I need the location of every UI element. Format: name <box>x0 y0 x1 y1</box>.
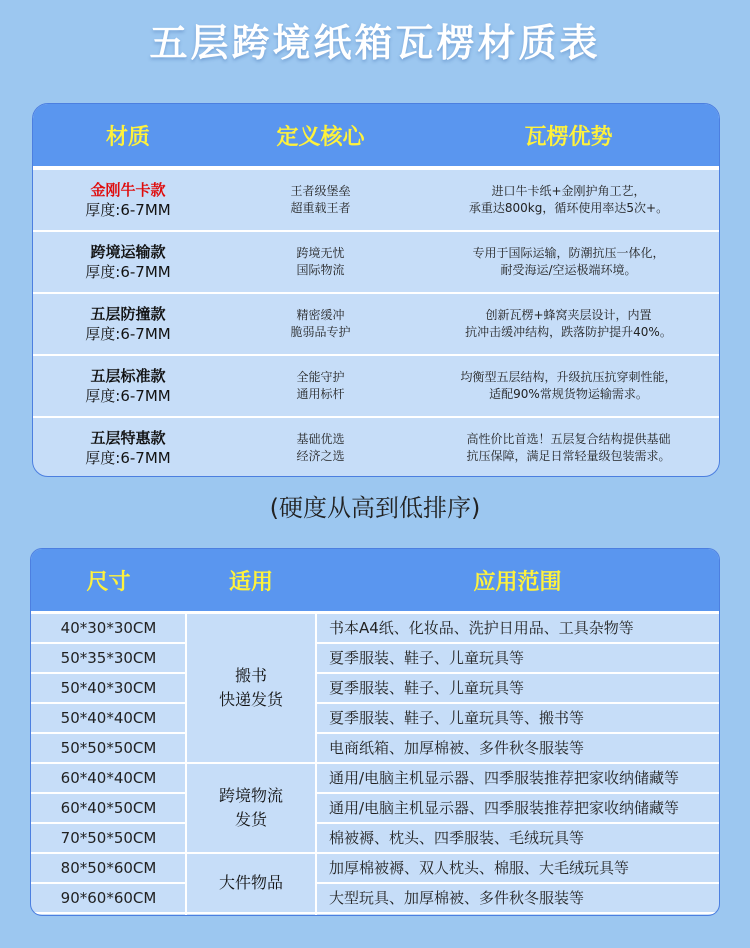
scope-cell: 夏季服装、鞋子、儿童玩具等、搬书等 <box>316 704 719 734</box>
material-name: 跨境运输款 <box>90 243 166 261</box>
size-cell: 50*35*30CM <box>31 644 186 674</box>
page-title: 五层跨境纸箱瓦楞材质表 <box>149 21 601 65</box>
material-name: 五层标准款 <box>90 367 166 385</box>
use-cell <box>186 764 316 854</box>
advantage-cell <box>418 307 719 341</box>
core-line: 国际物流 <box>296 263 345 277</box>
scope-cell: 加厚棉被褥、双人枕头、棉服、大毛绒玩具等 <box>316 854 719 884</box>
size-table-header <box>31 549 719 614</box>
material-thickness: 厚度:6-7MM <box>85 263 171 281</box>
scope-cell: 棉被褥、枕头、四季服装、毛绒玩具等 <box>316 824 719 854</box>
size-cell: 50*50*50CM <box>31 734 186 764</box>
material-thickness: 厚度:6-7MM <box>85 449 171 467</box>
use-line: 跨境物流 <box>218 786 283 805</box>
material-row <box>33 354 719 416</box>
use-line: 发货 <box>234 810 267 829</box>
size-cell: 50*40*30CM <box>31 674 186 704</box>
material-row <box>33 416 719 477</box>
advantage-line: 创新瓦楞+蜂窝夹层设计，内置 <box>485 308 652 322</box>
core-cell <box>223 307 418 341</box>
material-thickness: 厚度:6-7MM <box>85 325 171 343</box>
use-line: 快递发货 <box>218 690 283 709</box>
core-line: 经济之选 <box>296 449 345 463</box>
advantage-cell <box>418 369 719 403</box>
scope-cell: 电商纸箱、加厚棉被、多件秋冬服装等 <box>316 734 719 764</box>
material-row <box>33 170 719 230</box>
materials-table-header <box>33 104 719 166</box>
material-cell <box>33 304 223 344</box>
material-name: 五层防撞款 <box>90 305 166 323</box>
scope-cell: 通用/电脑主机显示器、四季服装推荐把家收纳储藏等 <box>316 764 719 794</box>
header-core: 定义核心 <box>276 124 365 150</box>
materials-table-body <box>33 170 719 477</box>
core-cell <box>223 431 418 465</box>
material-cell <box>33 242 223 282</box>
scope-cell: 书本A4纸、化妆品、洗护日用品、工具杂物等 <box>316 614 719 644</box>
materials-table <box>32 103 720 477</box>
scope-cell: 通用/电脑主机显示器、四季服装推荐把家收纳储藏等 <box>316 794 719 824</box>
size-cell: 80*50*60CM <box>31 854 186 884</box>
material-name: 金刚牛卡款 <box>90 181 166 199</box>
advantage-line: 进口牛卡纸+金刚护角工艺， <box>491 184 646 198</box>
header-use: 适用 <box>228 569 273 595</box>
core-cell <box>223 245 418 279</box>
material-cell <box>33 180 223 220</box>
material-cell <box>33 366 223 406</box>
size-cell: 60*40*50CM <box>31 794 186 824</box>
use-line: 大件物品 <box>218 873 283 892</box>
column-divider <box>315 614 317 915</box>
material-name: 五层特惠款 <box>90 429 166 447</box>
scope-cell: 夏季服装、鞋子、儿童玩具等 <box>316 644 719 674</box>
size-table <box>30 548 720 916</box>
core-line: 脆弱品专护 <box>290 325 351 339</box>
core-cell <box>223 183 418 217</box>
core-line: 通用标杆 <box>296 387 345 401</box>
column-divider <box>185 614 187 915</box>
size-cell: 50*40*40CM <box>31 704 186 734</box>
scope-cell: 大型玩具、加厚棉被、多件秋冬服装等 <box>316 884 719 914</box>
advantage-line: 抗冲击缓冲结构，跌落防护提升40%。 <box>465 325 672 339</box>
core-line: 基础优选 <box>296 432 345 446</box>
sort-note: (硬度从高到低排序) <box>269 494 481 522</box>
header-material: 材质 <box>105 124 150 150</box>
header-scope: 应用范围 <box>473 569 562 595</box>
core-cell <box>223 369 418 403</box>
advantage-cell <box>418 245 719 279</box>
material-cell <box>33 428 223 468</box>
core-line: 超重载王者 <box>290 201 351 215</box>
material-thickness: 厚度:6-7MM <box>85 387 171 405</box>
advantage-cell <box>418 431 719 465</box>
advantage-cell <box>418 183 719 217</box>
use-cell <box>186 614 316 764</box>
advantage-line: 承重达800kg，循环使用率达5次+。 <box>468 201 669 215</box>
core-line: 跨境无忧 <box>296 246 345 260</box>
size-cell: 70*50*50CM <box>31 824 186 854</box>
material-row <box>33 230 719 292</box>
use-line: 搬书 <box>234 666 267 685</box>
core-line: 精密缓冲 <box>296 308 345 322</box>
advantage-line: 均衡型五层结构，升级抗压抗穿刺性能， <box>460 370 677 384</box>
size-table-body <box>31 614 719 915</box>
advantage-line: 适配90%常规货物运输需求。 <box>489 387 648 401</box>
use-cell <box>186 854 316 914</box>
core-line: 全能守护 <box>296 370 345 384</box>
size-cell: 90*60*60CM <box>31 884 186 914</box>
header-size: 尺寸 <box>86 569 131 595</box>
size-cell: 60*40*40CM <box>31 764 186 794</box>
size-cell: 40*30*30CM <box>31 614 186 644</box>
material-thickness: 厚度:6-7MM <box>85 201 171 219</box>
advantage-line: 专用于国际运输，防潮抗压一体化， <box>472 246 665 260</box>
advantage-line: 耐受海运/空运极端环境。 <box>500 263 637 277</box>
material-row <box>33 292 719 354</box>
scope-cell: 夏季服装、鞋子、儿童玩具等 <box>316 674 719 704</box>
core-line: 王者级堡垒 <box>290 184 351 198</box>
header-advantage: 瓦楞优势 <box>524 124 613 150</box>
advantage-line: 抗压保障，满足日常轻量级包装需求。 <box>466 449 671 463</box>
advantage-line: 高性价比首选！五层复合结构提供基础 <box>466 432 671 446</box>
